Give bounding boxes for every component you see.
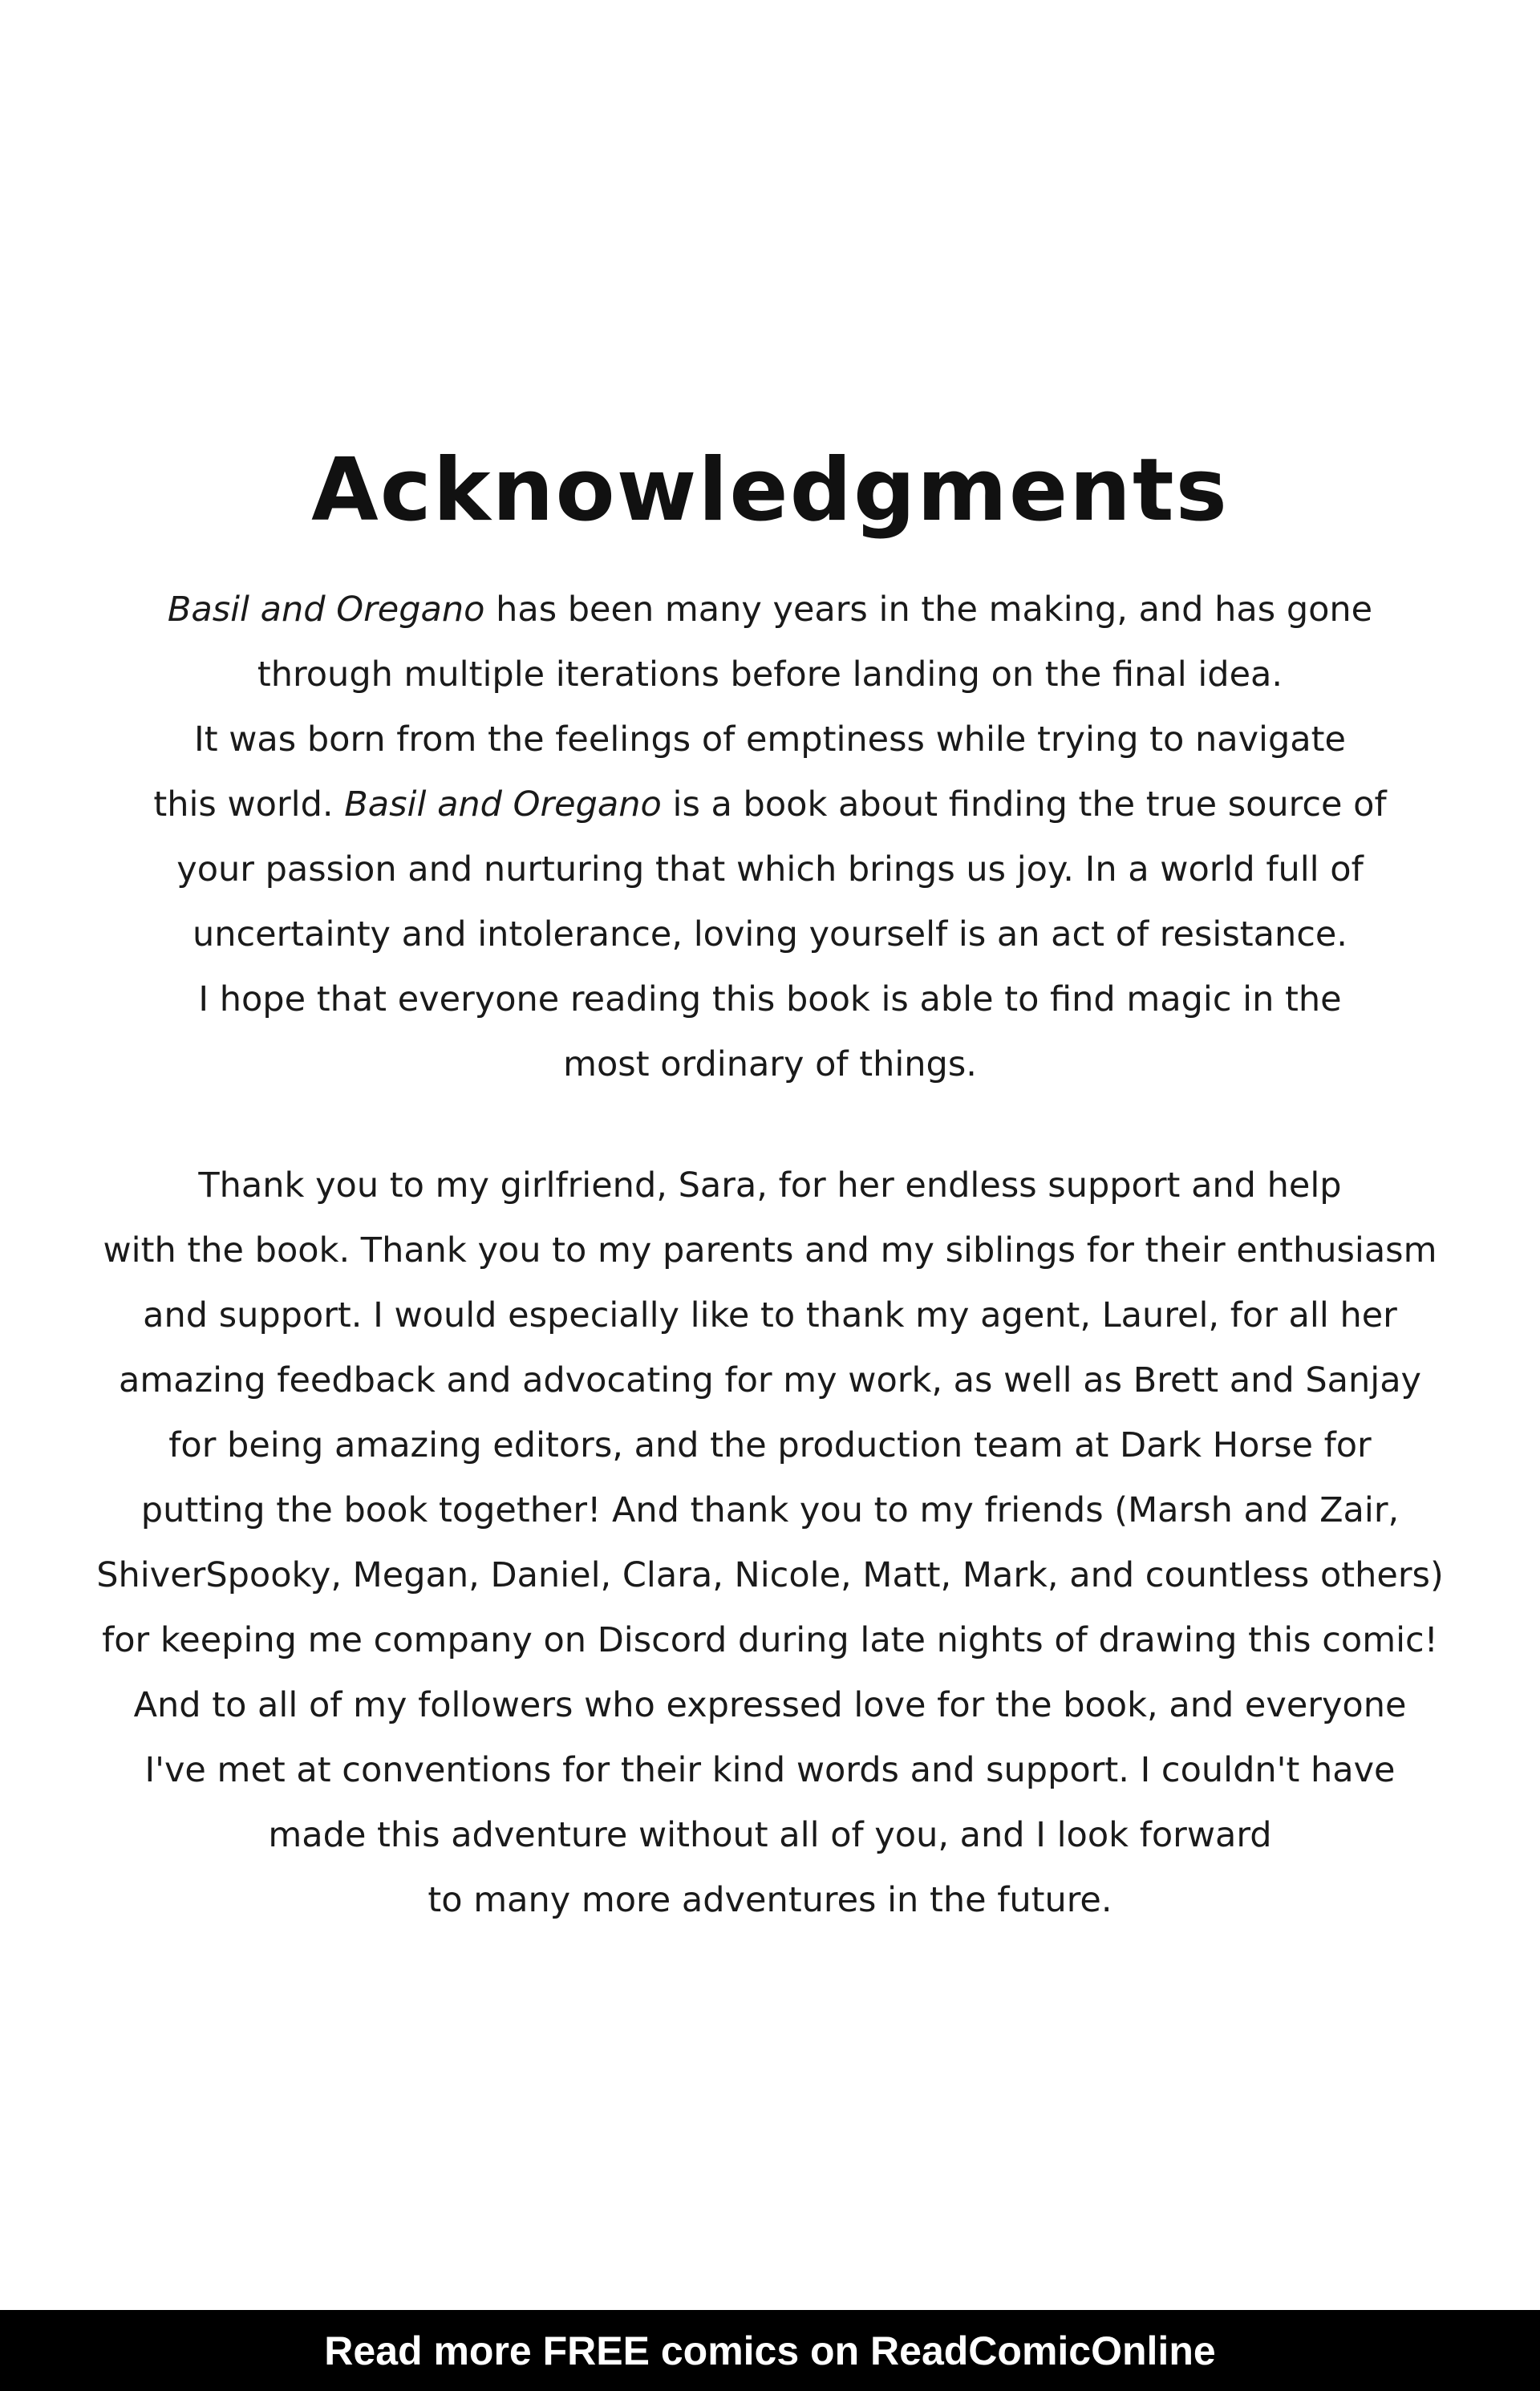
paragraph-line: Basil and Oregano has been many years in the making, and has gone [167,590,1373,630]
paragraph-line: with the book. Thank you to my parents and my siblings for their enthusiasm [103,1230,1437,1270]
paragraph-line: for being amazing editors, and the production team at Dark Horse for [168,1425,1372,1465]
paragraph-line: this world. Basil and Oregano is a book about finding the true source of [153,784,1387,825]
paragraph-line: Thank you to my girlfriend, Sara, for her endless support and help [198,1165,1342,1206]
paragraph-line: made this adventure without all of you, and I look forward [268,1815,1272,1855]
paragraph-line: for keeping me company on Discord during late nights of drawing this comic! [102,1620,1438,1660]
page-title: Acknowledgments [311,440,1229,541]
paragraph-line: your passion and nurturing that which brings us joy. In a world full of [176,849,1364,890]
paragraph-line: uncertainty and intolerance, loving yourself is an act of resistance. [192,914,1348,954]
paragraph-line: putting the book together! And thank you to my friends (Marsh and Zair, [140,1490,1400,1530]
paragraph-line: ShiverSpooky, Megan, Daniel, Clara, Nicole, Matt, Mark, and countless others) [96,1555,1444,1595]
paragraph-line: It was born from the feelings of emptiness while trying to navigate [194,719,1346,760]
thanks-paragraph [0,1153,1540,1933]
paragraph-line: to many more adventures in the future. [428,1880,1112,1920]
intro-paragraph [0,577,1540,1097]
paragraph-line: most ordinary of things. [563,1044,977,1084]
book-title-italic: Basil and Oregano [344,784,662,825]
paragraph-line: through multiple iterations before landing on the final idea. [257,654,1283,695]
footer-banner [0,2310,1540,2391]
paragraph-line: And to all of my followers who expressed love for the book, and everyone [133,1685,1407,1725]
paragraph-line: I've met at conventions for their kind words and support. I couldn't have [144,1750,1396,1790]
paragraph-line: and support. I would especially like to thank my agent, Laurel, for all her [143,1295,1397,1335]
book-title-italic: Basil and Oregano [167,590,485,630]
read-more-link[interactable]: Read more FREE comics on ReadComicOnline [324,2328,1216,2373]
paragraph-line: I hope that everyone reading this book is able to find magic in the [198,979,1342,1019]
paragraph-line: amazing feedback and advocating for my work, as well as Brett and Sanjay [118,1360,1421,1400]
